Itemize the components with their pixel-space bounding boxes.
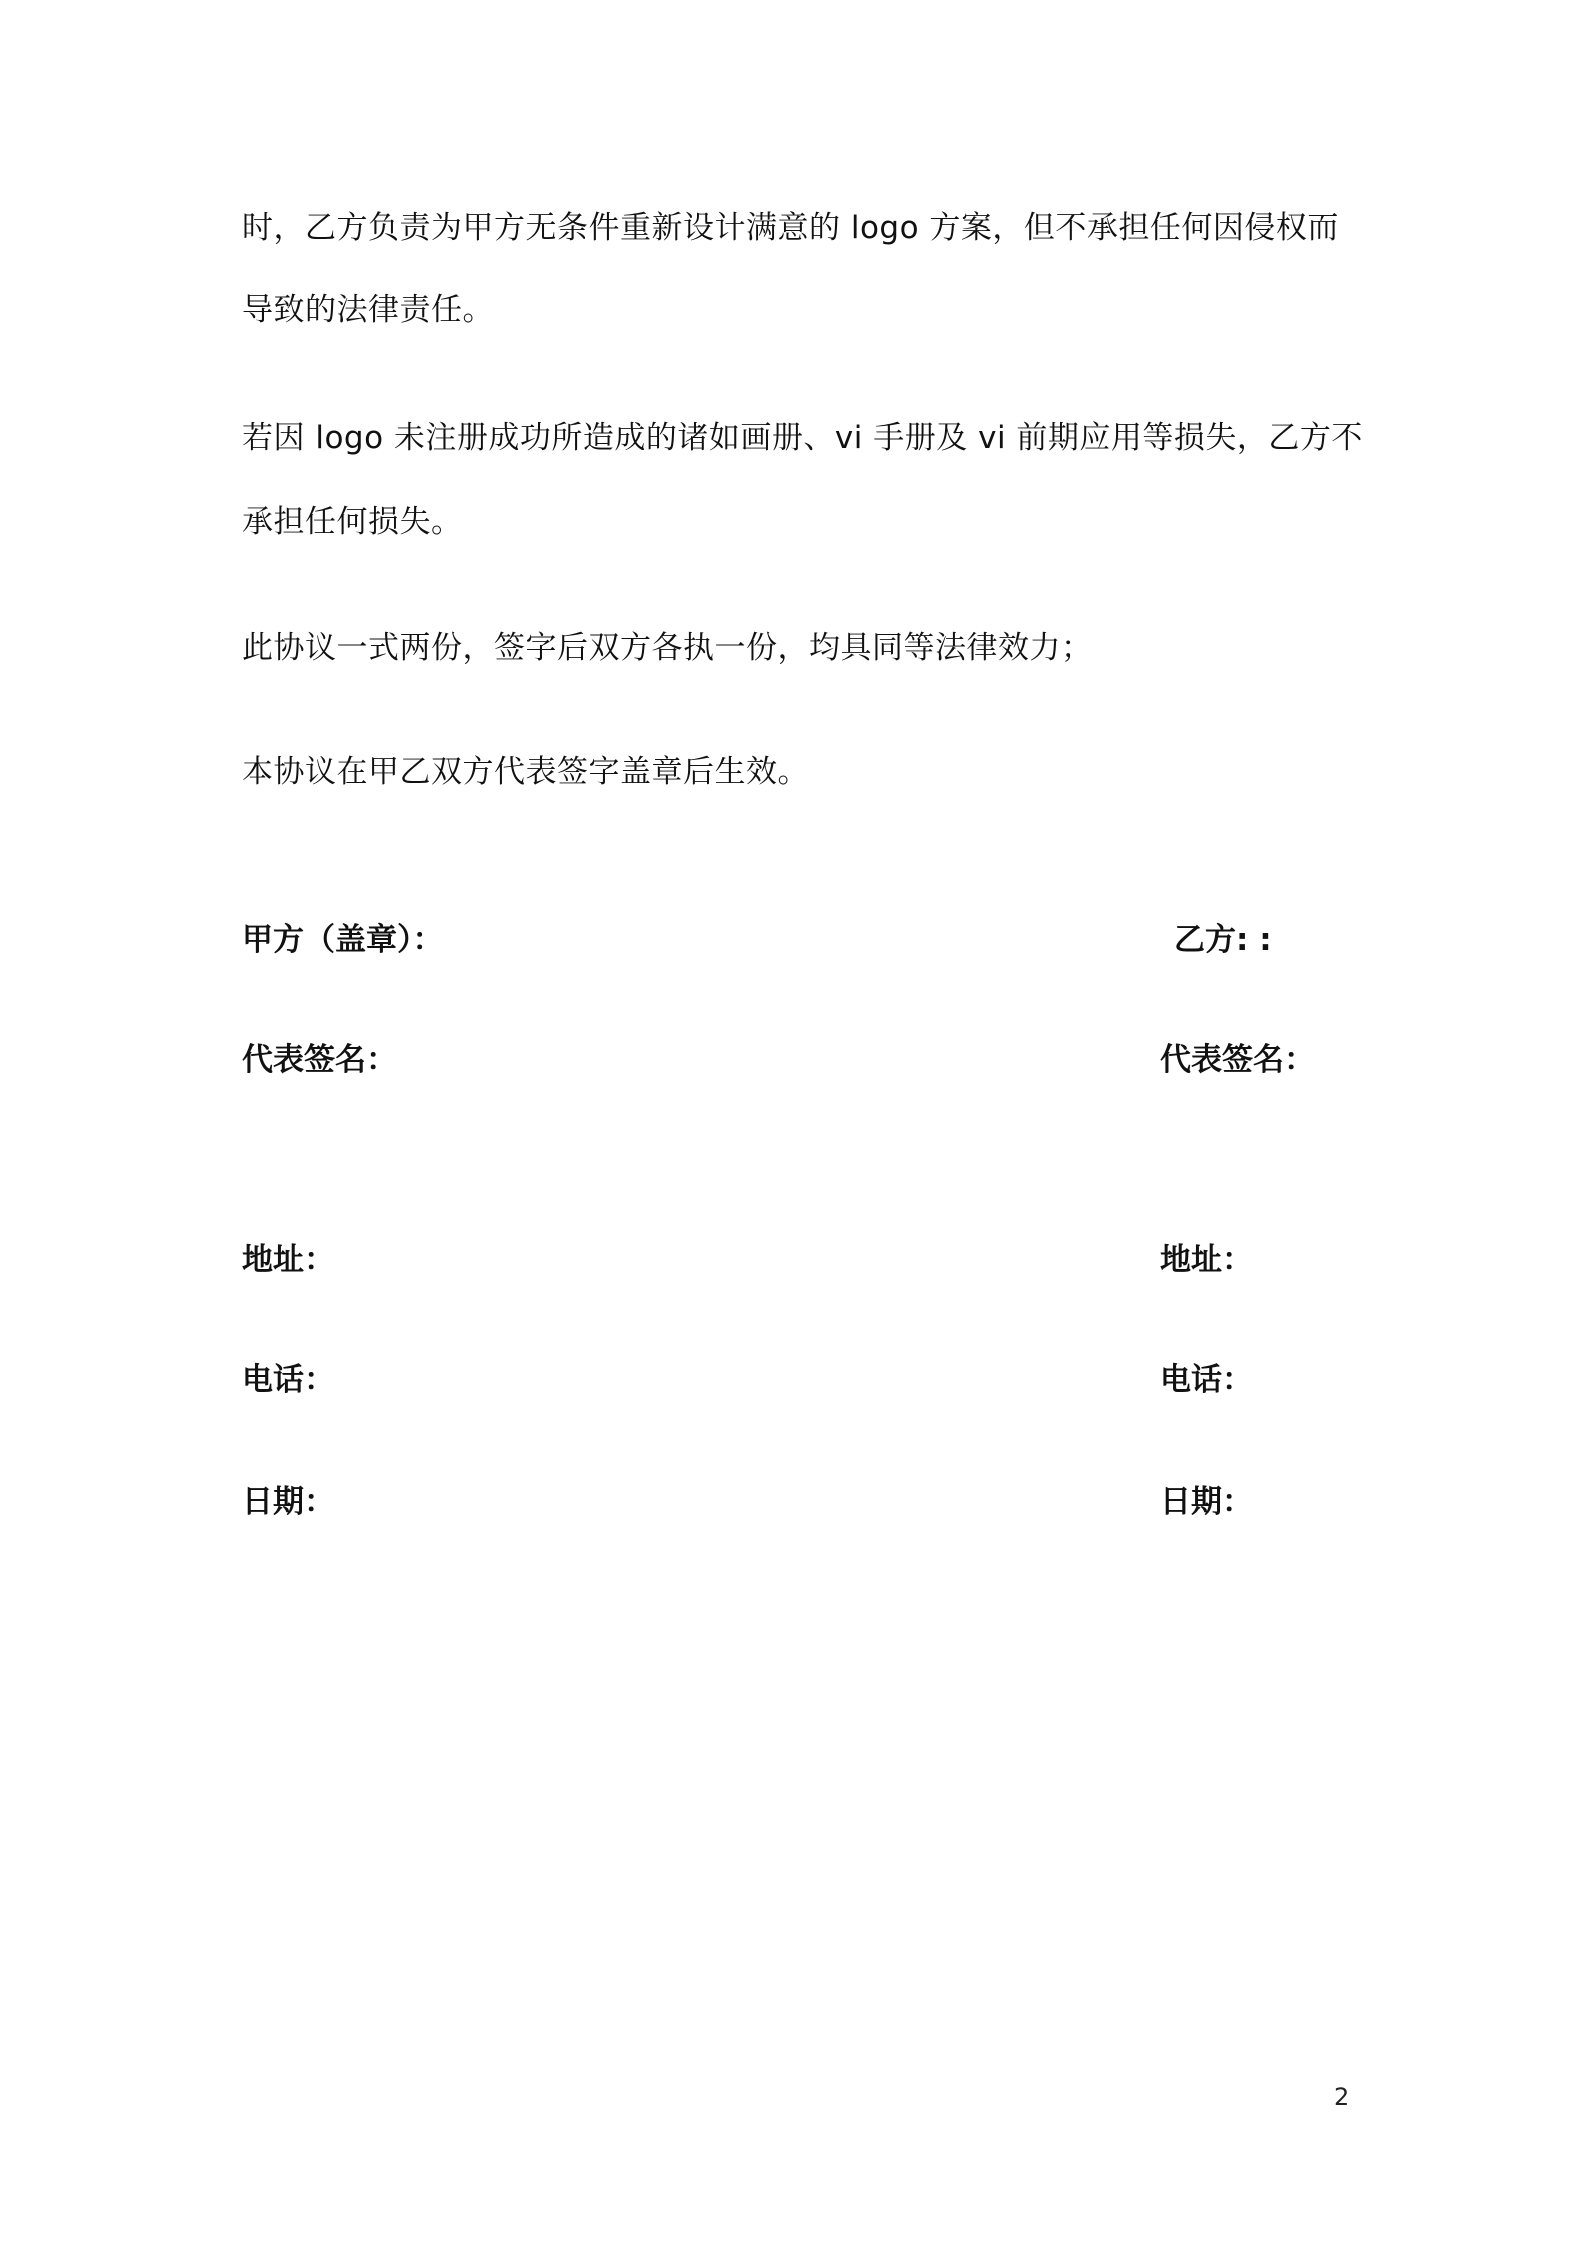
party-a-address-label: 地址： xyxy=(242,1242,335,1278)
party-b-address-label: 地址： xyxy=(1160,1242,1253,1278)
page-number: 2 xyxy=(1334,2083,1350,2111)
paragraph-1-line-1: 时，乙方负责为甲方无条件重新设计满意的 logo 方案，但不承担任何因侵权而 xyxy=(242,210,1339,246)
paragraph-4: 本协议在甲乙双方代表签字盖章后生效。 xyxy=(242,754,809,790)
party-a-date-label: 日期： xyxy=(242,1484,335,1520)
party-b-date-label: 日期： xyxy=(1160,1484,1253,1520)
party-a-phone-label: 电话： xyxy=(242,1362,335,1398)
paragraph-1-line-2: 导致的法律责任。 xyxy=(242,292,494,328)
party-b-phone-label: 电话： xyxy=(1160,1362,1253,1398)
paragraph-2-line-1: 若因 logo 未注册成功所造成的诸如画册、vi 手册及 vi 前期应用等损失，乙方不 xyxy=(242,420,1363,456)
party-a-label: 甲方（盖章）： xyxy=(242,922,444,958)
party-a-representative-label: 代表签名： xyxy=(242,1042,397,1078)
paragraph-3: 此协议一式两份，签字后双方各执一份，均具同等法律效力； xyxy=(242,630,1093,666)
party-b-label: 乙方: : xyxy=(1174,922,1272,958)
party-b-representative-label: 代表签名： xyxy=(1160,1042,1315,1078)
paragraph-2-line-2: 承担任何损失。 xyxy=(242,504,463,540)
